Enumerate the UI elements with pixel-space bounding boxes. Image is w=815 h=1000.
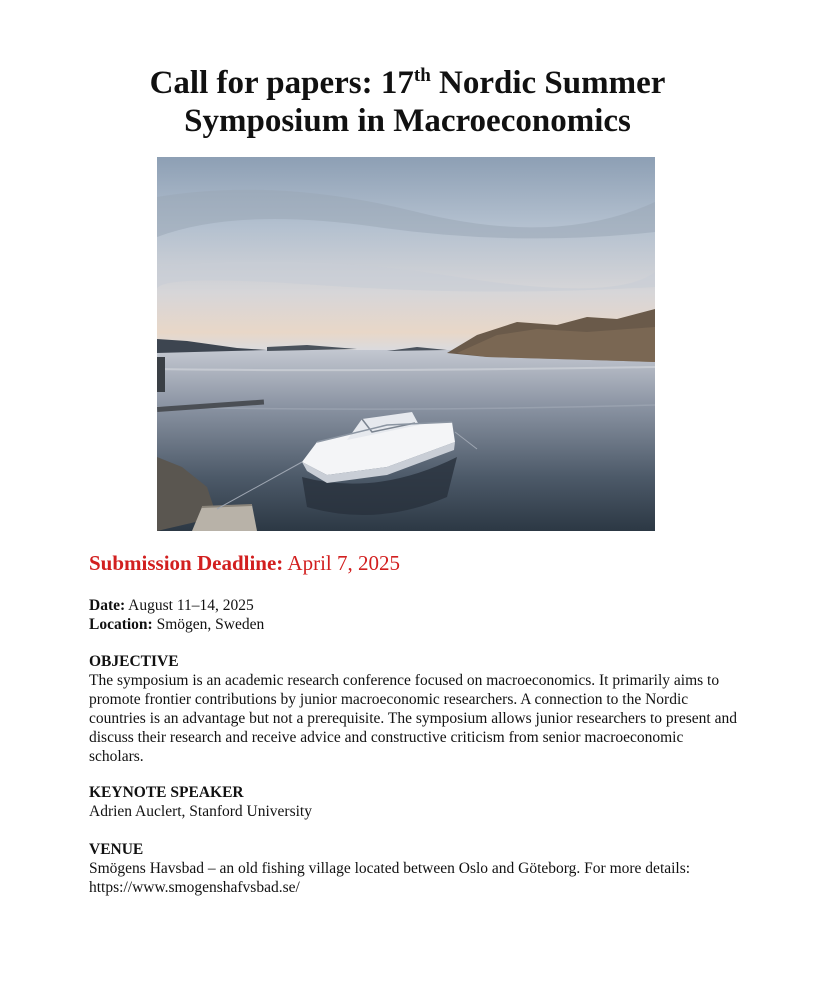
keynote-heading: KEYNOTE SPEAKER — [89, 784, 244, 801]
title-line2: Symposium in Macroeconomics — [184, 103, 631, 139]
location-row — [89, 615, 264, 634]
deadline-label: Submission Deadline: — [89, 551, 284, 575]
title-ordinal-suffix: th — [413, 65, 431, 86]
title-line1-prefix: Call for papers: 17 — [149, 65, 414, 101]
objective-heading: OBJECTIVE — [89, 653, 179, 670]
keynote-section — [89, 783, 739, 821]
event-meta — [89, 596, 264, 634]
venue-body: Smögens Havsbad – an old fishing village located between Oslo and Göteborg. For more details: https://www.smogenshafvsbad.se/ — [89, 860, 691, 896]
deadline-value: April 7, 2025 — [283, 551, 400, 575]
location-label: Location: — [89, 616, 153, 633]
page-title — [60, 64, 755, 140]
date-value: August 11–14, 2025 — [125, 597, 254, 614]
objective-body: The symposium is an academic research conference focused on macroeconomics. It primarily aims to promote frontier contributions by junior macroeconomic researchers. A connection to the Nordic countries is an advantage but not a prerequisite. The symposium allows junior researchers to present and discuss their research and receive advice and constructive criticism from senior macroeconomic scholars. — [89, 672, 737, 765]
location-value: Smögen, Sweden — [152, 616, 265, 633]
objective-section — [89, 652, 739, 766]
keynote-body: Adrien Auclert, Stanford University — [89, 803, 312, 820]
symposium-photo — [157, 157, 655, 531]
date-row — [89, 596, 264, 615]
submission-deadline — [89, 551, 400, 576]
venue-section — [89, 840, 739, 897]
title-line1-suffix: Nordic Summer — [430, 65, 666, 101]
date-label: Date: — [89, 597, 126, 614]
venue-heading: VENUE — [89, 841, 144, 858]
